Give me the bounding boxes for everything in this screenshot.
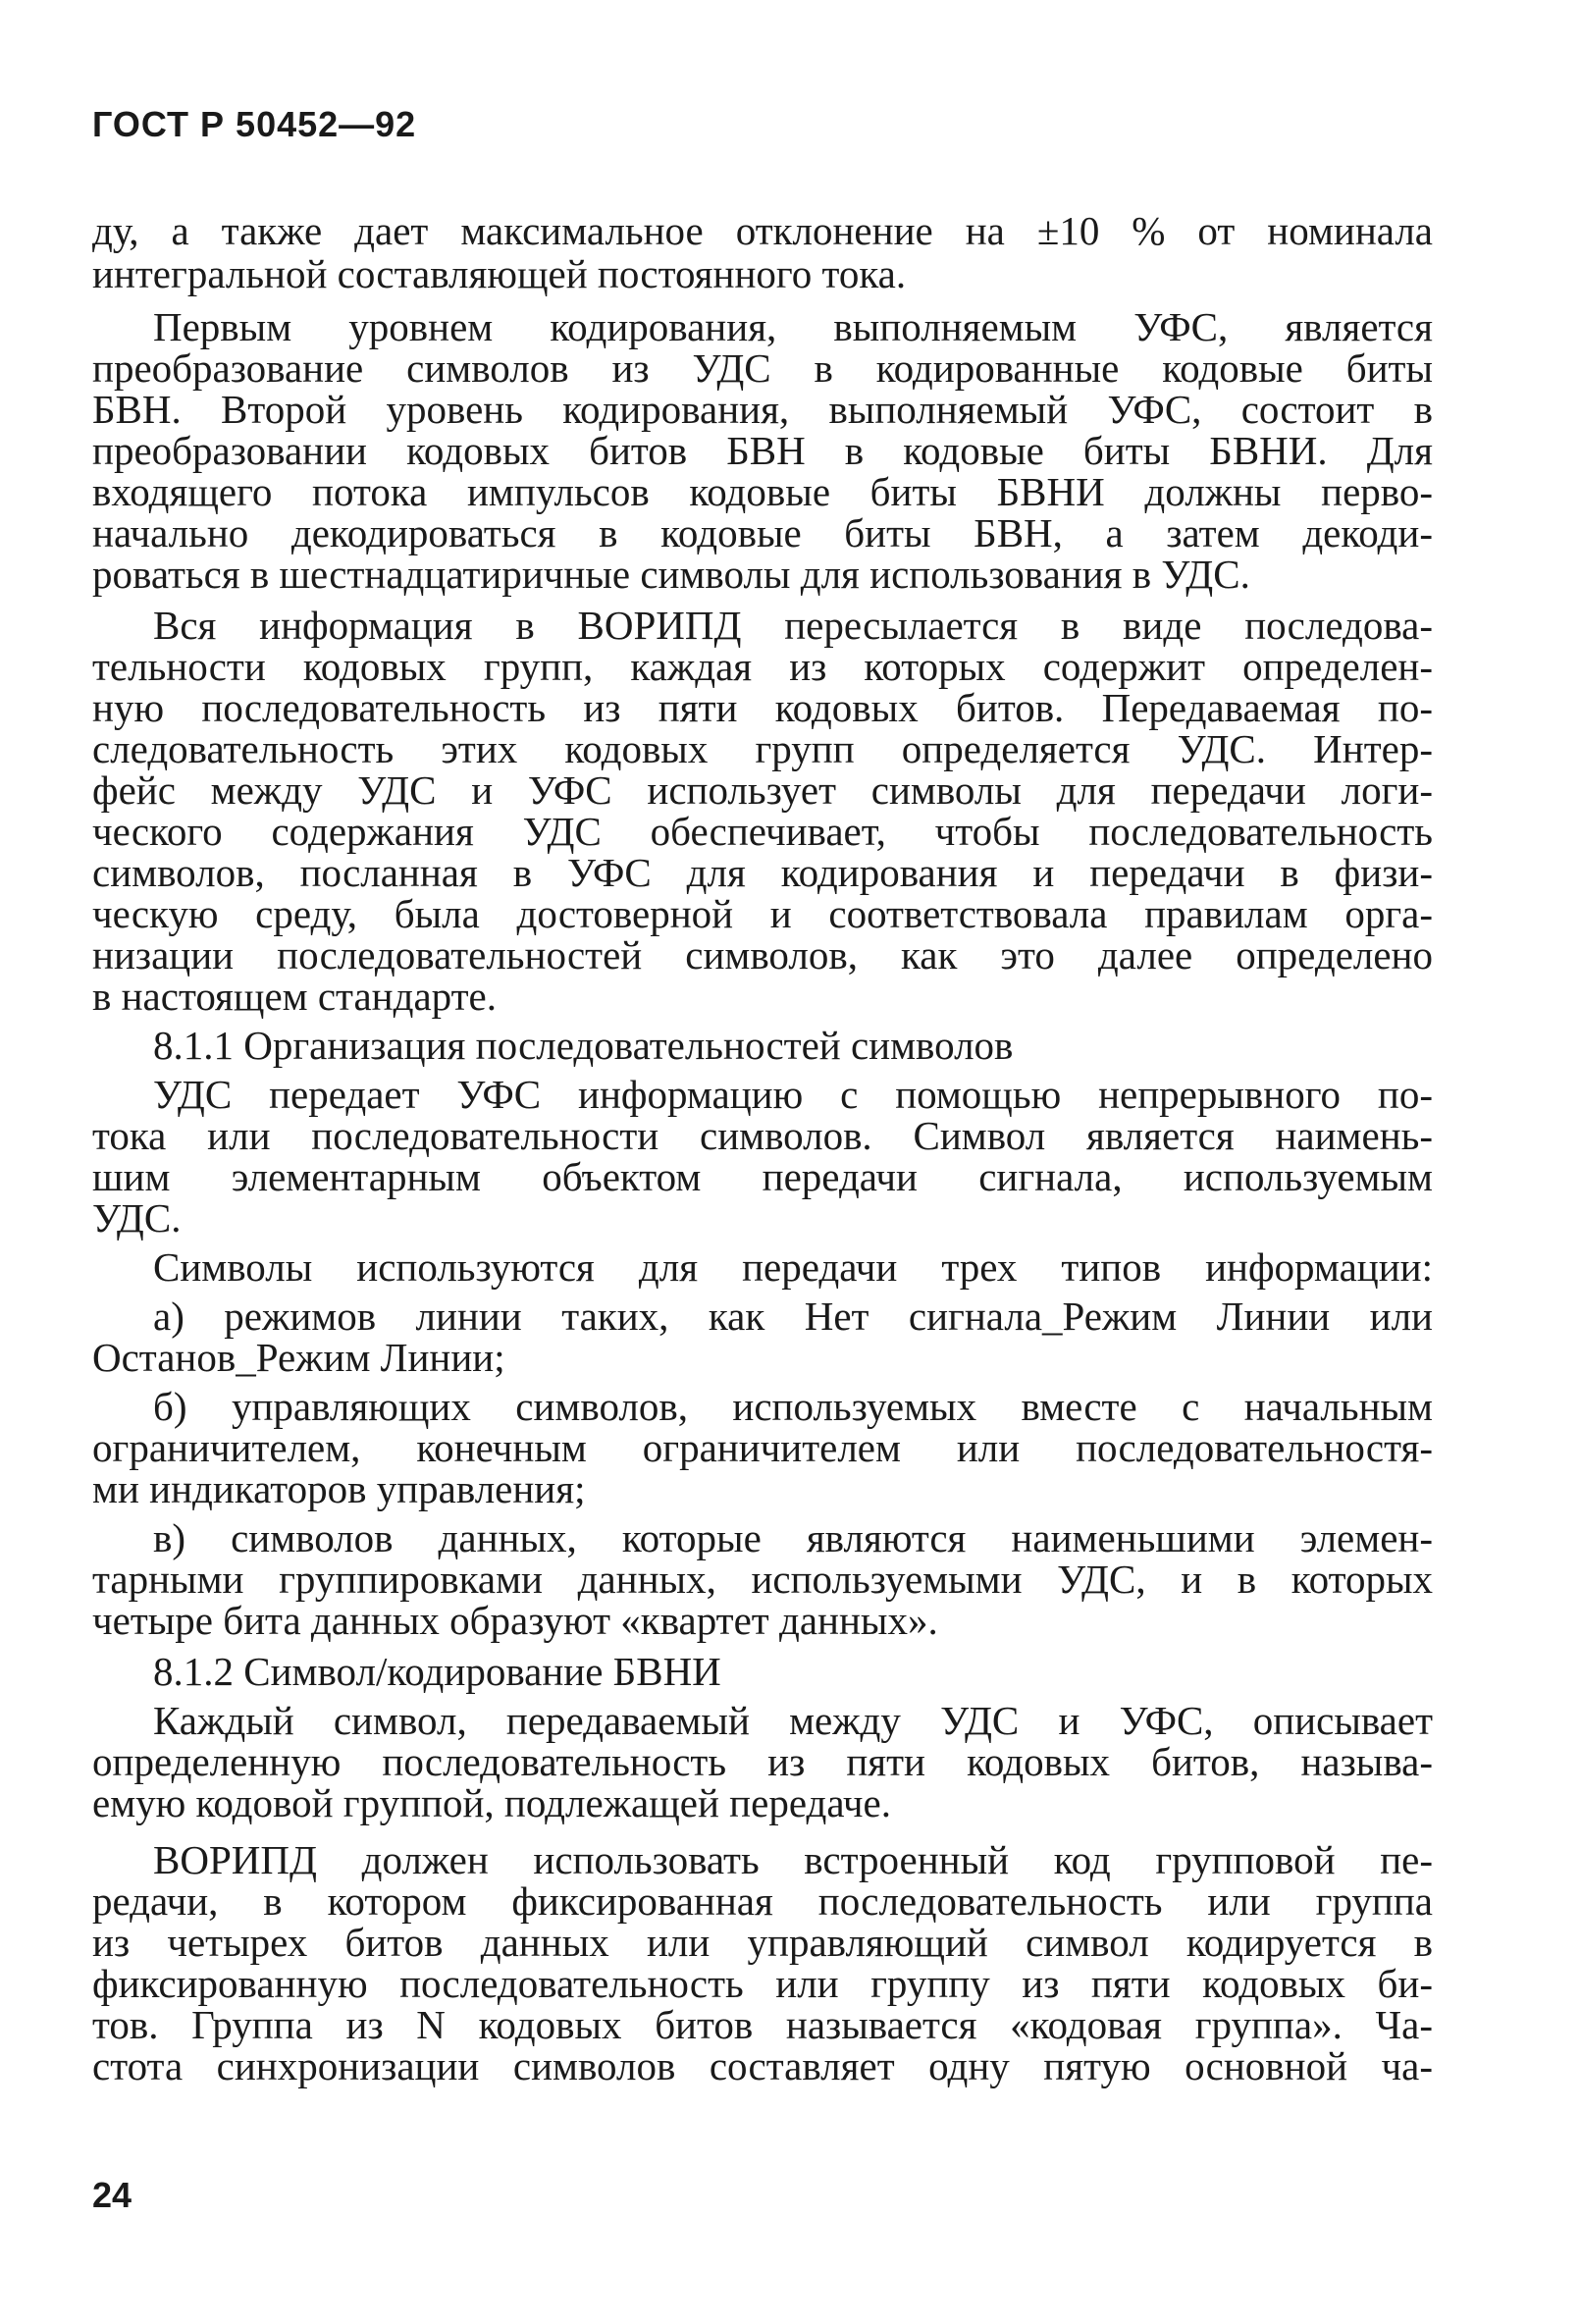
- text-line: УДС.: [92, 1195, 182, 1241]
- text-line: ограничителем, конечным ограничителем или последовательностя-: [92, 1425, 1433, 1470]
- text-line: фейс между УДС и УФС использует символы для передачи логи-: [92, 767, 1433, 813]
- text-line: емую кодовой группой, подлежащей передаче.: [92, 1780, 891, 1825]
- text-line: УДС передает УФС информацию с помощью непрерывного по-: [153, 1072, 1433, 1117]
- text-line: определенную последовательность из пяти кодовых битов, называ-: [92, 1739, 1433, 1784]
- list-item-b: б) управляющих символов, используемых вместе с начальным: [153, 1384, 1433, 1429]
- list-item-c: в) символов данных, которые являются наименьшими элемен-: [153, 1515, 1433, 1560]
- section-heading-8-1-2: 8.1.2 Символ/кодирование БВНИ: [153, 1649, 721, 1694]
- text-line: ми индикаторов управления;: [92, 1466, 586, 1511]
- text-line: низации последовательностей символов, как это далее определено: [92, 932, 1433, 977]
- text-line: стота синхронизации символов составляет одну пятую основной ча-: [92, 2043, 1433, 2088]
- text-line: редачи, в котором фиксированная последовательность или группа: [92, 1878, 1433, 1924]
- text-line: символов, посланная в УФС для кодирования и передачи в физи-: [92, 850, 1433, 895]
- text-line: тарными группировками данных, используемыми УДС, и в которых: [92, 1557, 1433, 1602]
- text-line: Останов_Режим Линии;: [92, 1335, 505, 1380]
- text-line: следовательность этих кодовых групп определяется УДС. Интер-: [92, 726, 1433, 771]
- text-line: ВОРИПД должен использовать встроенный код групповой пе-: [153, 1837, 1433, 1882]
- section-heading-8-1-1: 8.1.1 Организация последовательностей символов: [153, 1023, 1014, 1068]
- text-line: фиксированную последовательность или группу из пяти кодовых би-: [92, 1961, 1433, 2006]
- text-line: начально декодироваться в кодовые биты БВН, а затем декоди-: [92, 510, 1433, 555]
- text-line: БВН. Второй уровень кодирования, выполняемый УФС, состоит в: [92, 387, 1433, 432]
- text-line: ческого содержания УДС обеспечивает, чтобы последовательность: [92, 809, 1433, 854]
- list-item-a: а) режимов линии таких, как Нет сигнала_Режим Линии или: [153, 1294, 1433, 1339]
- text-line: в настоящем стандарте.: [92, 974, 498, 1019]
- text-line: интегральной составляющей постоянного тока.: [92, 251, 907, 296]
- text-line: тов. Группа из N кодовых битов называется «кодовая группа». Ча-: [92, 2002, 1433, 2047]
- text-line: преобразование символов из УДС в кодированные кодовые биты: [92, 345, 1433, 391]
- text-line: тельности кодовых групп, каждая из которых содержит определен-: [92, 644, 1433, 689]
- text-line: из четырех битов данных или управляющий символ кодируется в: [92, 1920, 1433, 1965]
- text-line: шим элементарным объектом передачи сигнала, используемым: [92, 1154, 1433, 1199]
- document-header: ГОСТ Р 50452—92: [92, 104, 417, 144]
- text-line: Каждый символ, передаваемый между УДС и УФС, описывает: [153, 1698, 1433, 1743]
- text-line: входящего потока импульсов кодовые биты БВНИ должны перво-: [92, 469, 1433, 514]
- text-line: ду, а также дает максимальное отклонение на ±10 % от номинала: [92, 208, 1433, 253]
- text-line: Первым уровнем кодирования, выполняемым УФС, является: [153, 304, 1433, 349]
- text-line: роваться в шестнадцатиричные символы для использования в УДС.: [92, 552, 1250, 597]
- text-line: тока или последовательности символов. Символ является наимень-: [92, 1113, 1433, 1158]
- text-line: четыре бита данных образуют «квартет данных».: [92, 1598, 938, 1643]
- text-line: преобразовании кодовых битов БВН в кодовые биты БВНИ. Для: [92, 428, 1433, 473]
- text-line: ную последовательность из пяти кодовых битов. Передаваемая по-: [92, 685, 1433, 730]
- text-line: Символы используются для передачи трех типов информации:: [153, 1244, 1433, 1290]
- page-number: 24: [92, 2175, 132, 2215]
- text-line: Вся информация в ВОРИПД пересылается в виде последова-: [153, 603, 1433, 648]
- text-line: ческую среду, была достоверной и соответствовала правилам орга-: [92, 891, 1433, 936]
